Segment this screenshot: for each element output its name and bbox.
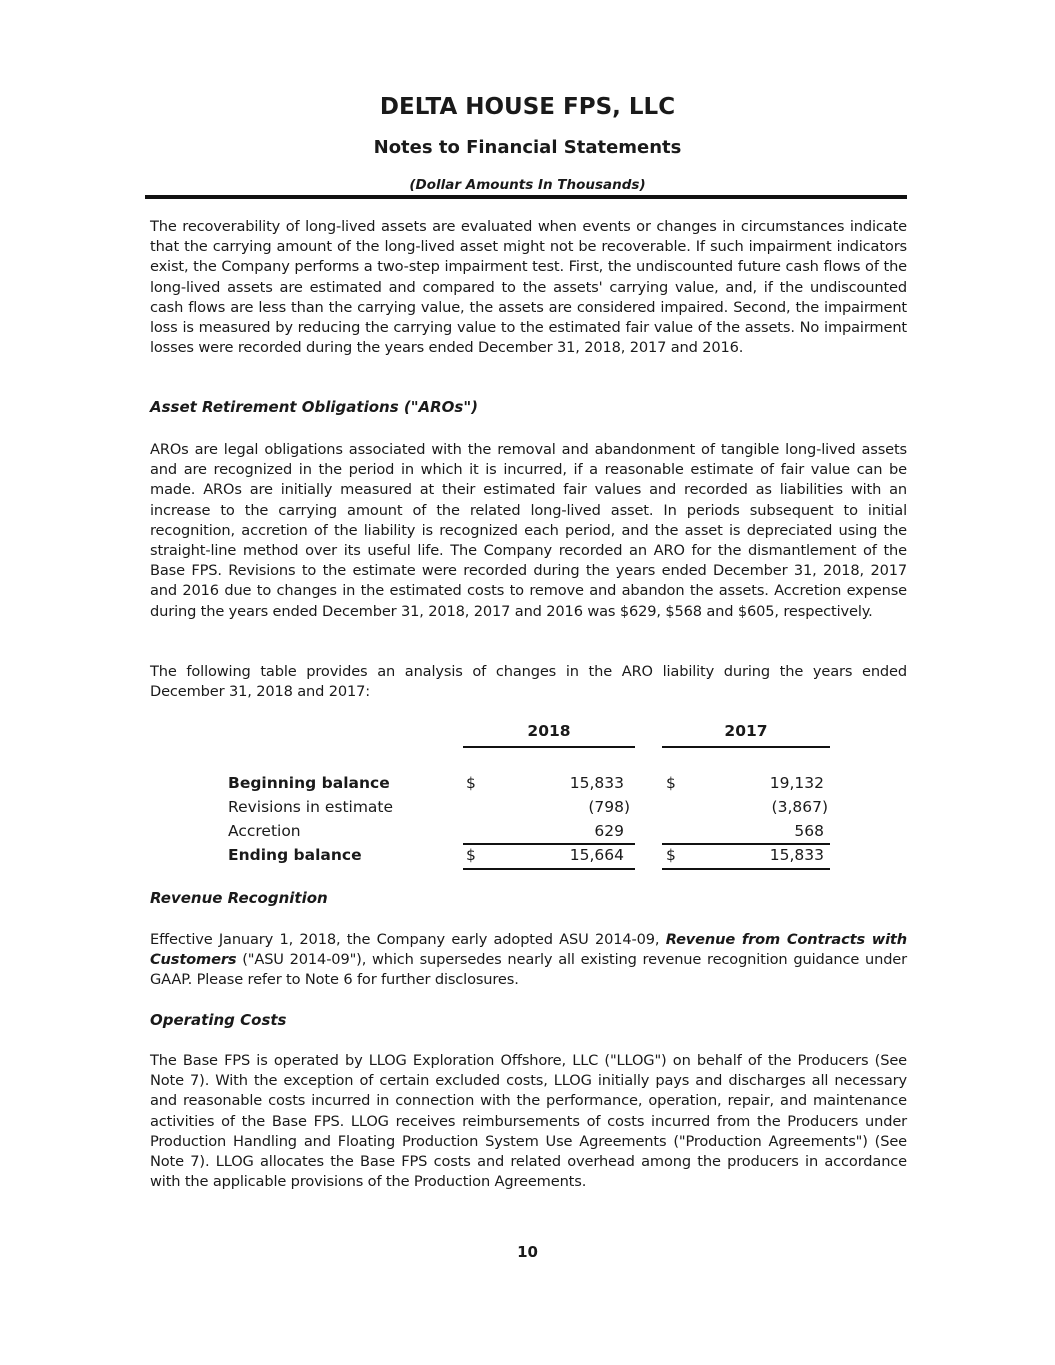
column-header-2017: 2017: [662, 722, 830, 748]
currency-symbol: $: [466, 774, 476, 792]
value-2018: 629: [594, 822, 624, 840]
table-row: [228, 774, 838, 798]
operating-costs-heading: Operating Costs: [150, 1011, 287, 1029]
table-row: [228, 798, 838, 822]
revenue-text: ("ASU 2014-09"), which supersedes nearly all existing revenue recognition guidance under GAAP. Please refer to Note 6 for further disclosures.: [150, 951, 907, 989]
subtotal-rule: [463, 843, 635, 845]
row-label: Revisions in estimate: [228, 798, 394, 816]
subtotal-rule: [662, 843, 830, 845]
value-2018: 15,664: [569, 846, 624, 864]
header-rule: [145, 195, 907, 199]
units-note: (Dollar Amounts In Thousands): [409, 177, 646, 193]
standard-title: Revenue from Contracts with Customers: [150, 931, 907, 969]
row-label: Accretion: [228, 822, 301, 840]
operating-costs-paragraph: The Base FPS is operated by LLOG Exploration Offshore, LLC ("LLOG") on behalf of the Producers (See Note 7). With the exception of certain excluded costs, LLOG initially pays and discharges all necessary and reasonable costs incurred in connection with the performance, operation, repair, and maintenance activities of the Base FPS. LLOG receives reimbursements of costs incurred from the Producers under Production Handling and Floating Production System Use Agreements ("Production Agreements") (See Note 7). LLOG allocates the Base FPS costs and related overhead among the producers in accordance with the applicable provisions of the Production Agreements.: [150, 1052, 907, 1191]
total-rule: [662, 868, 830, 870]
column-header-2018: 2018: [463, 722, 635, 748]
value-2017: 19,132: [769, 774, 824, 792]
page-title: Notes to Financial Statements: [373, 137, 682, 158]
revenue-recognition-heading: Revenue Recognition: [150, 889, 328, 907]
currency-symbol: $: [666, 774, 676, 792]
revenue-text: Effective January 1, 2018, the Company early adopted ASU 2014-09,: [150, 931, 666, 948]
total-rule: [463, 868, 635, 870]
impairment-paragraph: The recoverability of long-lived assets are evaluated when events or changes in circumstances indicate that the carrying amount of the long-lived asset might not be recoverable. If such impairment indicators exist, the Company performs a two-step impairment test. First, the undiscounted future cash flows of the long-lived assets are estimated and compared to the assets' carrying value, and, if the undiscounted cash flows are less than the carrying value, the assets are considered impaired. Second, the impairment loss is measured by reducing the carrying value to the estimated fair value of the assets. No impairment losses were recorded during the years ended December 31, 2018, 2017 and 2016.: [150, 218, 907, 357]
aro-heading: Asset Retirement Obligations ("AROs"): [150, 398, 479, 416]
revenue-paragraph: [150, 930, 907, 991]
page-number: 10: [517, 1243, 538, 1261]
value-2017: 15,833: [769, 846, 824, 864]
table-intro-paragraph: The following table provides an analysis of changes in the ARO liability during the years ended December 31, 2018 and 2017:: [150, 663, 907, 701]
value-2017: (3,867): [771, 798, 828, 816]
row-label: Ending balance: [228, 846, 362, 864]
aro-paragraph: AROs are legal obligations associated with the removal and abandonment of tangible long-lived assets and are recognized in the period in which it is incurred, if a reasonable estimate of fair value can be made. AROs are initially measured at their estimated fair values and recorded as liabilities with an increase to the carrying amount of the related long-lived asset. In periods subsequent to initial recognition, accretion of the liability is recognized each period, and the asset is depreciated using the straight-line method over its useful life. The Company recorded an ARO for the dismantlement of the Base FPS. Revisions to the estimate were recorded during the years ended December 31, 2018, 2017 and 2016 due to changes in the estimated costs to remove and abandon the assets. Accretion expense during the years ended December 31, 2018, 2017 and 2016 was $629, $568 and $605, respectively.: [150, 441, 907, 620]
value-2017: 568: [794, 822, 824, 840]
row-label: Beginning balance: [228, 774, 390, 792]
company-name: DELTA HOUSE FPS, LLC: [379, 94, 676, 120]
value-2018: 15,833: [569, 774, 624, 792]
table-row: [228, 846, 838, 870]
currency-symbol: $: [666, 846, 676, 864]
currency-symbol: $: [466, 846, 476, 864]
value-2018: (798): [588, 798, 630, 816]
